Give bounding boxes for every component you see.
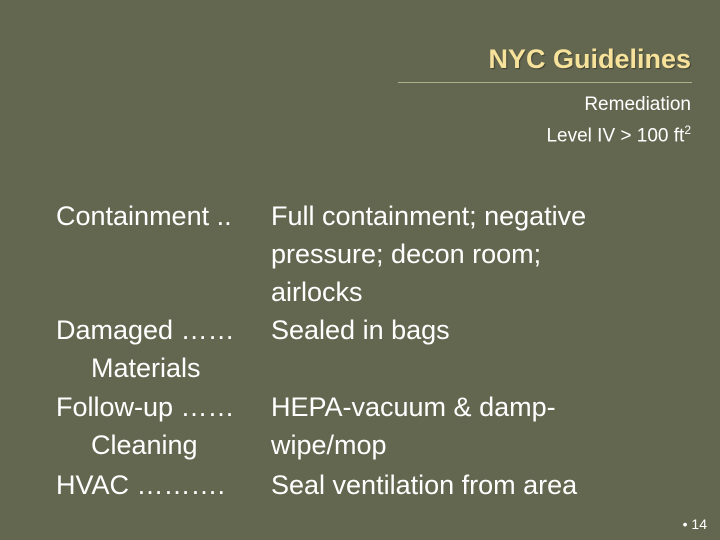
page-number: • 14: [682, 516, 707, 532]
desc-follow-up-line1: HEPA-vacuum & damp-: [271, 392, 556, 422]
desc-damaged-line1: Sealed in bags: [271, 315, 450, 345]
title-divider: [398, 82, 692, 83]
desc-hvac-line1: Seal ventilation from area: [271, 470, 578, 500]
subtitle-level: [546, 123, 691, 147]
subtitle-level-superscript: 2: [684, 123, 691, 137]
desc-containment-line1: Full containment; negative: [271, 201, 587, 231]
term-follow-up-cont: Cleaning: [91, 430, 198, 460]
term-containment: Containment ..: [56, 201, 232, 231]
term-damaged-cont: Materials: [91, 353, 201, 383]
slide-title: NYC Guidelines: [488, 44, 691, 74]
term-hvac: HVAC ……….: [56, 470, 226, 500]
desc-follow-up-line2: wipe/mop: [271, 430, 387, 460]
subtitle-remediation: Remediation: [584, 94, 691, 115]
desc-containment-line2: pressure; decon room;: [271, 239, 542, 269]
subtitle-level-text: Level IV > 100 ft: [546, 125, 685, 147]
term-follow-up: Follow-up ……: [56, 392, 235, 422]
desc-containment-line3: airlocks: [271, 277, 363, 307]
term-damaged: Damaged ……: [56, 315, 235, 345]
